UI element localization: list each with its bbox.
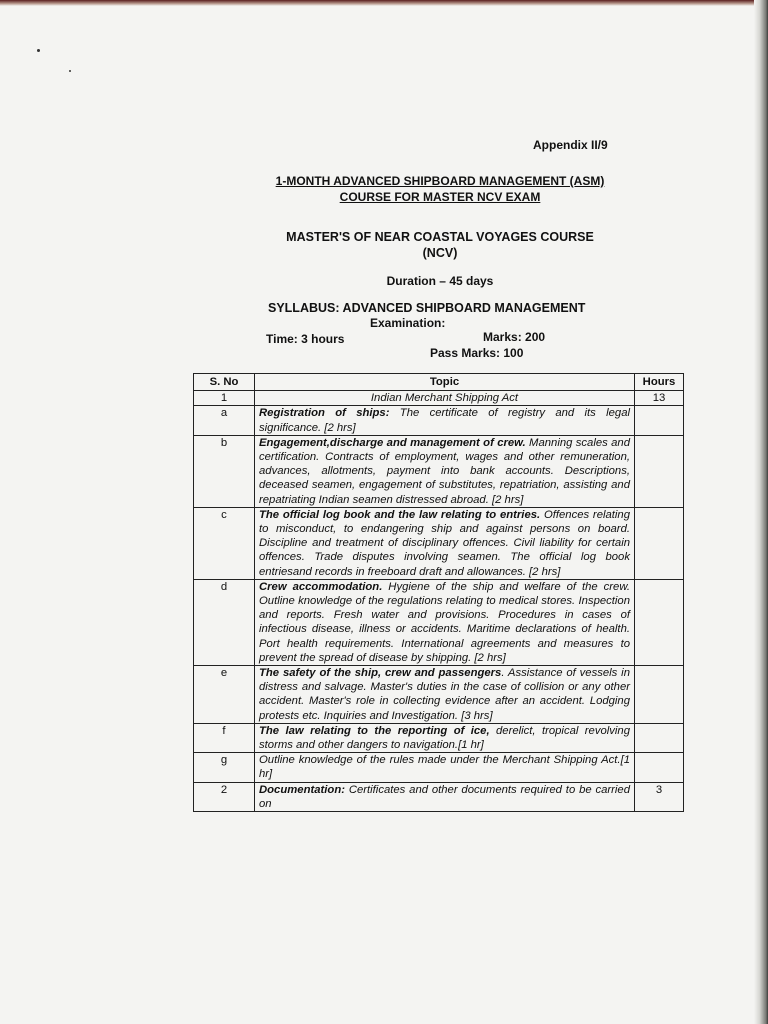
scan-speck	[69, 70, 71, 72]
page-edge-top	[0, 0, 768, 6]
row-topic-text: derelict, tropical revolving storms and other dangers to navigation.[1 hr]	[259, 724, 630, 752]
course-line-2: (NCV)	[422, 246, 458, 260]
table-row	[194, 579, 684, 665]
row-sno: f	[194, 723, 255, 752]
row-sno: a	[194, 406, 255, 435]
table-row	[194, 406, 684, 435]
exam-time: Time: 3 hours	[266, 332, 345, 346]
row-hours	[635, 406, 684, 435]
table-row	[194, 507, 684, 579]
row-sno: 1	[194, 391, 255, 406]
row-hours	[635, 723, 684, 752]
row-hours	[635, 579, 684, 665]
page-edge-right	[754, 0, 768, 1024]
examination-label: Examination:	[370, 316, 446, 330]
row-hours: 3	[635, 782, 684, 811]
row-topic-text: Outline knowledge of the rules made under the Merchant Shipping Act.[1 hr]	[259, 754, 630, 781]
table-row	[194, 435, 684, 507]
row-sno: c	[194, 507, 255, 579]
row-topic-text: Certificates and other documents required to be carried on	[259, 783, 630, 810]
header-sno: S. No	[194, 374, 255, 391]
table-row	[194, 753, 684, 782]
header-hours: Hours	[635, 374, 684, 391]
row-topic	[255, 507, 635, 579]
row-topic	[255, 435, 635, 507]
row-hours	[635, 666, 684, 724]
title-line-2: COURSE FOR MASTER NCV EXAM	[339, 190, 541, 204]
row-topic	[255, 406, 635, 435]
row-topic	[255, 782, 635, 811]
row-topic-text: . Assistance of vessels in distress and salvage. Master's duties in the case of collision or any other accident. Master's role in collecting evidence after an accident. Lodging protests etc. Inquiries and Investigation. [3 hrs]	[259, 667, 630, 722]
course-title	[255, 229, 625, 261]
row-topic-bold: Documentation:	[259, 783, 345, 796]
row-sno: e	[194, 666, 255, 724]
document-title	[230, 173, 650, 205]
pass-marks: Pass Marks: 100	[430, 346, 524, 360]
table-row	[194, 782, 684, 811]
row-topic-text: Manning scales and certification. Contracts of employment, wages and other remuneration, advances, allotments, payment into bank accounts. Descriptions, deceased seamen, engagement of substitutes, repatriation, assisting and repatriating Indian seamen distressed abroad. [2 hrs]	[259, 436, 630, 506]
row-topic-text: Hygiene of the ship and welfare of the crew. Outline knowledge of the regulations relating to medical stores. Inspection and reports. Fresh water and provisions. Procedures in cases of infectious disease, illness or accidents. Maritime declarations of health. Port health requirements. International agreements and measures to prevent the spread of disease by shipping. [2 hrs]	[259, 580, 630, 664]
row-sno: 2	[194, 782, 255, 811]
table-header-row	[194, 374, 684, 391]
title-line-1: 1-MONTH ADVANCED SHIPBOARD MANAGEMENT (ASM)	[275, 174, 605, 188]
row-topic	[255, 723, 635, 752]
row-topic-bold: The safety of the ship, crew and passengers	[259, 667, 502, 680]
syllabus-table	[193, 373, 684, 812]
table-row	[194, 666, 684, 724]
row-topic	[255, 579, 635, 665]
row-hours	[635, 435, 684, 507]
appendix-label: Appendix II/9	[533, 138, 608, 152]
row-topic-text: The certificate of registry and its legal significance. [2 hrs]	[259, 407, 630, 434]
row-sno: b	[194, 435, 255, 507]
row-hours: 13	[635, 391, 684, 406]
row-sno: g	[194, 753, 255, 782]
row-topic-bold: Crew accommodation.	[259, 580, 383, 593]
row-topic-bold: Engagement,discharge and management of crew.	[259, 436, 526, 449]
table-row	[194, 391, 684, 406]
header-topic: Topic	[255, 374, 635, 391]
course-line-1: MASTER'S OF NEAR COASTAL VOYAGES COURSE	[286, 230, 594, 244]
exam-marks: Marks: 200	[483, 330, 546, 344]
row-topic-bold: The law relating to the reporting of ice,	[259, 724, 490, 737]
row-topic	[255, 666, 635, 724]
row-topic	[255, 391, 635, 406]
scan-speck	[37, 49, 40, 52]
row-topic-text: Indian Merchant Shipping Act	[370, 392, 519, 405]
row-topic	[255, 753, 635, 782]
duration: Duration – 45 days	[386, 274, 494, 288]
row-hours	[635, 507, 684, 579]
row-hours	[635, 753, 684, 782]
table-row	[194, 723, 684, 752]
row-topic-bold: Registration of ships:	[259, 407, 390, 420]
row-sno: d	[194, 579, 255, 665]
syllabus-heading: SYLLABUS: ADVANCED SHIPBOARD MANAGEMENT	[268, 301, 586, 315]
row-topic-text: Offences relating to misconduct, to endangering ship and against persons on board. Discipline and treatment of disciplinary offences. Civil liability for certain offences. Trade disputes involving seamen. The official log book entriesand records in freeboard draft and allowances. [2 hrs]	[259, 508, 630, 578]
row-topic-bold: The official log book and the law relating to entries.	[259, 508, 541, 521]
